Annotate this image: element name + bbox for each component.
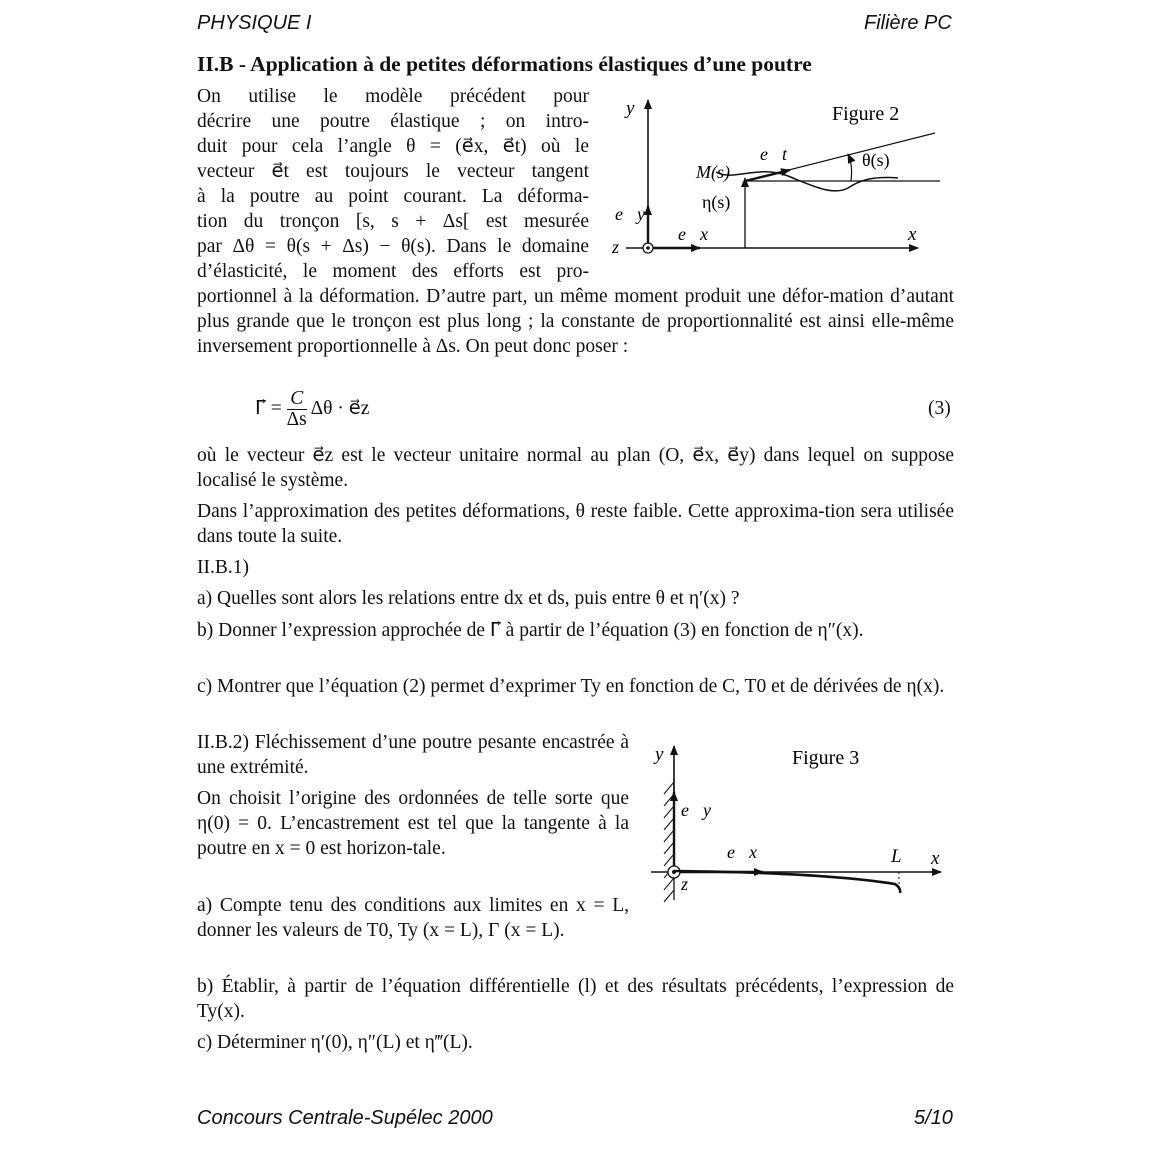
fig3-x-label: x (931, 848, 940, 869)
q1-label: II.B.1) (197, 557, 249, 578)
fig2-theta-arc (848, 154, 852, 181)
fig2-et-label: e⃗t (760, 144, 787, 164)
figure-2 (608, 92, 948, 262)
header-right: Filière PC (864, 12, 952, 34)
fig3-beam-curve (674, 871, 900, 893)
intro-rest: portionnel à la déformation. D’autre part, un même moment produit une défor-mation d’autant plus grande que le tronçon est plus long ; la constante de proportionnalité est ainsi elle-même inversement proportionnelle à Δs. On peut donc poser : (197, 286, 954, 357)
q1-a: a) Quelles sont alors les relations entre dx et ds, puis entre θ et η′(x) ? (197, 588, 740, 609)
equation-3 (255, 389, 369, 430)
header-left: PHYSIQUE I (197, 12, 312, 34)
intro-line-3: duit pour cela l’angle θ = (e⃗x, e⃗t) où le (197, 136, 589, 157)
footer-left: Concours Centrale-Supélec 2000 (197, 1107, 493, 1129)
intro-line-4: vecteur e⃗t est toujours le vecteur tangent (197, 161, 589, 182)
fig2-title: Figure 2 (832, 103, 900, 125)
intro-line-7: par Δθ = θ(s + Δs) − θ(s). Dans le domaine (197, 236, 589, 257)
fig2-eta-label: η(s) (702, 192, 731, 212)
intro-line-5: à la poutre au point courant. La déforma- (197, 186, 589, 207)
fig3-wall-hatching (664, 782, 674, 902)
q2-heading: II.B.2) Fléchissement d’une poutre pesante encastrée à une extrémité. (197, 732, 629, 778)
approximation-paragraph: Dans l’approximation des petites déformations, θ reste faible. Cette approxima-tion sera utilisée dans toute la suite. (197, 501, 954, 547)
fig3-ex-label: e⃗x (727, 842, 757, 862)
fig3-y-label: y (655, 744, 664, 765)
fig2-y-label: y (626, 98, 635, 119)
fig2-x-label: x (908, 224, 917, 245)
q1-b: b) Donner l’expression approchée de Γ⃗ à partir de l’équation (3) en fonction de η″(x). (197, 620, 864, 641)
eq3-fraction (287, 389, 307, 430)
equation-3-number: (3) (928, 398, 951, 419)
eq3-rhs: Δθ · e⃗z (310, 397, 370, 419)
fig3-title: Figure 3 (792, 747, 860, 769)
intro-line-1: On utilise le modèle précédent pour (197, 86, 589, 107)
eq3-frac-num: C (287, 389, 307, 410)
figure-3 (645, 740, 950, 910)
q2-c: c) Déterminer η′(0), η″(L) et η‴(L). (197, 1032, 473, 1053)
eq3-lhs: Γ⃗ = (255, 397, 282, 419)
after-eq-paragraph: où le vecteur e⃗z est le vecteur unitaire normal au plan (O, e⃗x, e⃗y) dans lequel on suppose localisé le système. (197, 445, 954, 491)
q1-c: c) Montrer que l’équation (2) permet d’exprimer Ty en fonction de C, T0 et de dérivées de η(x). (197, 676, 945, 697)
fig3-L-label: L (891, 846, 902, 867)
intro-line-6: tion du tronçon [s, s + Δs[ est mesurée (197, 211, 589, 232)
fig2-M-label: M(s) (696, 162, 730, 182)
fig2-z-label: z (612, 237, 620, 257)
fig2-theta-label: θ(s) (862, 150, 890, 170)
q2-b: b) Établir, à partir de l’équation différentielle (l) et des résultats précédents, l’expression de Ty(x). (197, 976, 954, 1022)
fig2-ey-label: e⃗y (615, 204, 645, 224)
fig3-z-label: z (681, 874, 689, 894)
fig2-ex-label: e⃗x (678, 224, 708, 244)
intro-line-8: d’élasticité, le moment des efforts est pro- (197, 261, 589, 282)
section-title: II.B - Application à de petites déformations élastiques d’une poutre (197, 52, 812, 76)
q2-text: On choisit l’origine des ordonnées de telle sorte que η(0) = 0. L’encastrement est tel que la tangente à la poutre en x = 0 est horizon-tale. (197, 788, 629, 859)
fig3-ey-label: e⃗y (681, 800, 711, 820)
q2-a: a) Compte tenu des conditions aux limites en x = L, donner les valeurs de T0, Ty (x = L), Γ (x = L). (197, 895, 629, 941)
intro-line-2: décrire une poutre élastique ; on intro- (197, 111, 589, 132)
eq3-frac-den: Δs (286, 409, 307, 430)
footer-page-number: 5/10 (914, 1107, 953, 1129)
